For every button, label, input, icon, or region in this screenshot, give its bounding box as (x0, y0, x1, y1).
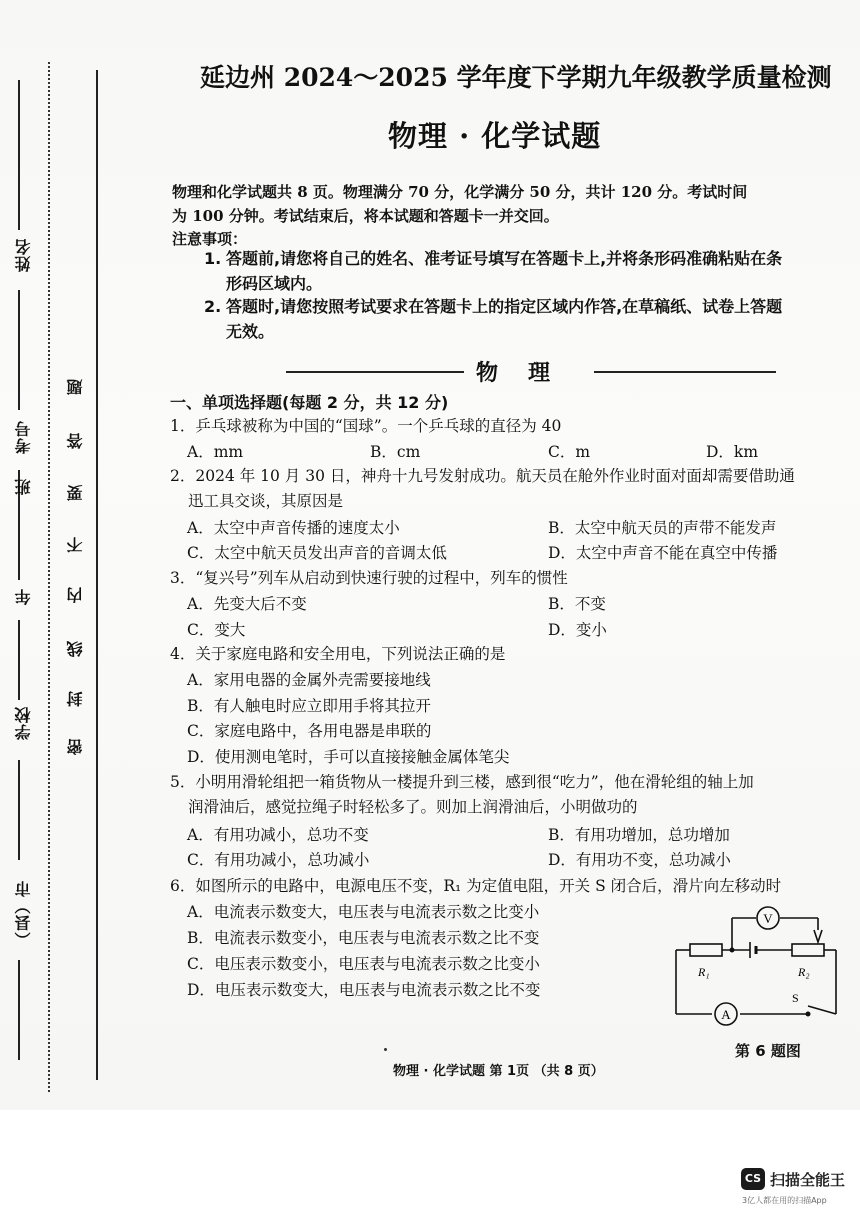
school-label: 学校 (14, 706, 33, 740)
question-2 (170, 464, 860, 514)
question-stem: 3．“复兴号”列车从启动到快速行驶的过程中，列车的惯性 (170, 569, 568, 587)
slider-arrow (814, 930, 822, 942)
circuit-diagram (668, 902, 848, 1032)
binding-dotted-line (48, 62, 50, 1092)
sealed-char-6: 要 (66, 484, 85, 501)
option-d: D．电压表示数变大，电压表与电流表示数之比不变 (187, 981, 541, 999)
resistor-r2 (792, 944, 824, 956)
grade-label: 年 (14, 588, 33, 605)
intro-paragraph (172, 180, 832, 228)
scan-speck (384, 1048, 387, 1051)
question-stem: 2．2024 年 10 月 30 日，神舟十九号发射成功。航天员在舱外作业时面对面却需要借助通 (170, 467, 795, 485)
name-blank-line (18, 80, 20, 230)
exam-no-label: 考号 (14, 420, 33, 454)
county-label: （县）市 (14, 880, 33, 948)
question-stem: 6．如图所示的电路中，电源电压不变，R₁ 为定值电阻，开关 S 闭合后，滑片向左移动时 (170, 877, 782, 895)
option-a: A．家用电器的金属外壳需要接地线 (187, 671, 431, 689)
grade-blank-line (18, 500, 20, 580)
camscanner-logo-icon: CS (741, 1168, 765, 1190)
part-title: 一、单项选择题(每题 2 分，共 12 分) (170, 393, 449, 412)
figure-caption: 第 6 题图 (735, 1042, 801, 1060)
intro-line-1: 物理和化学试题共 8 页。物理满分 70 分，化学满分 50 分，共计 120 分。考试时间 (172, 183, 748, 201)
notice-text-cont: 形码区域内。 (226, 274, 323, 293)
sealed-char-3: 线 (66, 640, 85, 657)
option-d: D．km (706, 443, 759, 461)
exam-title: 延边州 2024～2025 学年度下学期九年级教学质量检测 (200, 63, 832, 92)
r1-label: R₁ (698, 965, 710, 979)
notice-title: 注意事项： (172, 230, 248, 248)
option-b: B．电流表示数变小，电压表与电流表示数之比不变 (187, 929, 540, 947)
junction-dot (730, 948, 735, 953)
option-c: C．电压表示数变小，电压表与电流表示数之比变小 (187, 955, 540, 973)
section-heading-physics (286, 356, 776, 388)
binding-solid-line (96, 70, 98, 1080)
option-d: D．变小 (548, 621, 607, 639)
question-stem-cont: 迅工具交谈，其原因是 (188, 492, 344, 510)
question-stem: 5．小明用滑轮组把一箱货物从一楼提升到三楼，感到很“吃力”，他在滑轮组的轴上加 (170, 773, 754, 791)
r2-label: R₂ (798, 965, 810, 979)
question-5 (170, 770, 860, 820)
notice-item (204, 294, 834, 344)
option-a: A．有用功减小，总功不变 (187, 826, 369, 844)
sealed-char-4: 内 (66, 586, 85, 603)
question-6 (170, 874, 860, 899)
option-a: A．先变大后不变 (187, 595, 307, 613)
switch-label: S (792, 991, 799, 1005)
option-c: C．有用功减小，总功减小 (187, 851, 370, 869)
exam-no-blank-line (18, 290, 20, 410)
section-rule-right (594, 371, 776, 373)
sealed-char-2: 封 (66, 690, 85, 707)
ammeter-label: A (721, 1007, 731, 1022)
page-footer: 物理 · 化学试题 第 1页 （共 8 页） (393, 1064, 604, 1079)
option-a: A．mm (187, 443, 244, 461)
option-a: A．电流表示数变大，电压表与电流表示数之比变小 (187, 903, 540, 921)
class-label: 班 (14, 478, 33, 495)
sealed-char-5: 不 (66, 536, 85, 553)
option-a: A．太空中声音传播的速度太小 (187, 519, 400, 537)
question-stem-cont: 润滑油后，感觉拉绳子时轻松多了。则加上润滑油后，小明做功的 (188, 798, 638, 816)
option-b: B．太空中航天员的声带不能发声 (548, 519, 777, 537)
option-b: B．有用功增加，总功增加 (548, 826, 730, 844)
intro-line-2: 为 100 分钟。考试结束后，将本试题和答题卡一并交回。 (172, 207, 559, 225)
switch-pivot (806, 1012, 811, 1017)
sealed-char-8: 题 (66, 378, 85, 395)
notice-item (204, 246, 834, 296)
notice-text-cont: 无效。 (226, 322, 275, 341)
option-b: B．cm (370, 443, 421, 461)
question-4 (170, 642, 860, 667)
notice-text: 答题前,请您将自己的姓名、准考证号填写在答题卡上,并将条形码准确粘贴在条 (226, 249, 783, 268)
sealed-char-1: 密 (66, 738, 85, 755)
section-rule-left (286, 371, 464, 373)
switch-blade (808, 1006, 836, 1014)
county-blank-line (18, 760, 20, 860)
option-c: C．太空中航天员发出声音的音调太低 (187, 544, 447, 562)
question-stem: 4．关于家庭电路和安全用电，下列说法正确的是 (170, 645, 506, 663)
voltmeter-label: V (763, 911, 773, 926)
notice-text: 答题时,请您按照考试要求在答题卡上的指定区域内作答,在草稿纸、试卷上答题 (226, 297, 783, 316)
county-blank-line-2 (18, 960, 20, 1060)
option-d: D．有用功不变，总功减小 (548, 851, 731, 869)
option-c: C．m (548, 443, 591, 461)
exam-subtitle: 物理 · 化学试题 (388, 119, 602, 153)
question-1 (170, 414, 860, 439)
question-stem: 1．乒乓球被称为中国的“国球”。一个乒乓球的直径为 40 (170, 417, 562, 435)
school-blank-line (18, 620, 20, 700)
option-b: B．不变 (548, 595, 606, 613)
option-b: B．有人触电时应立即用手将其拉开 (187, 697, 431, 715)
option-c: C．变大 (187, 621, 246, 639)
notice-number: 2. (204, 297, 222, 316)
watermark-name: 扫描全能王 (770, 1171, 846, 1189)
option-c: C．家庭电路中，各用电器是串联的 (187, 722, 432, 740)
option-d: D．太空中声音不能在真空中传播 (548, 544, 778, 562)
notice-number: 1. (204, 249, 222, 268)
question-3 (170, 566, 860, 591)
option-d: D．使用测电笔时，手可以直接接触金属体笔尖 (187, 748, 510, 766)
watermark-tagline: 3亿人都在用的扫描App (742, 1196, 827, 1205)
name-label: 姓名 (14, 238, 33, 272)
sealed-char-7: 答 (66, 432, 85, 449)
resistor-r1 (690, 944, 722, 956)
section-title: 物理 (476, 361, 581, 386)
